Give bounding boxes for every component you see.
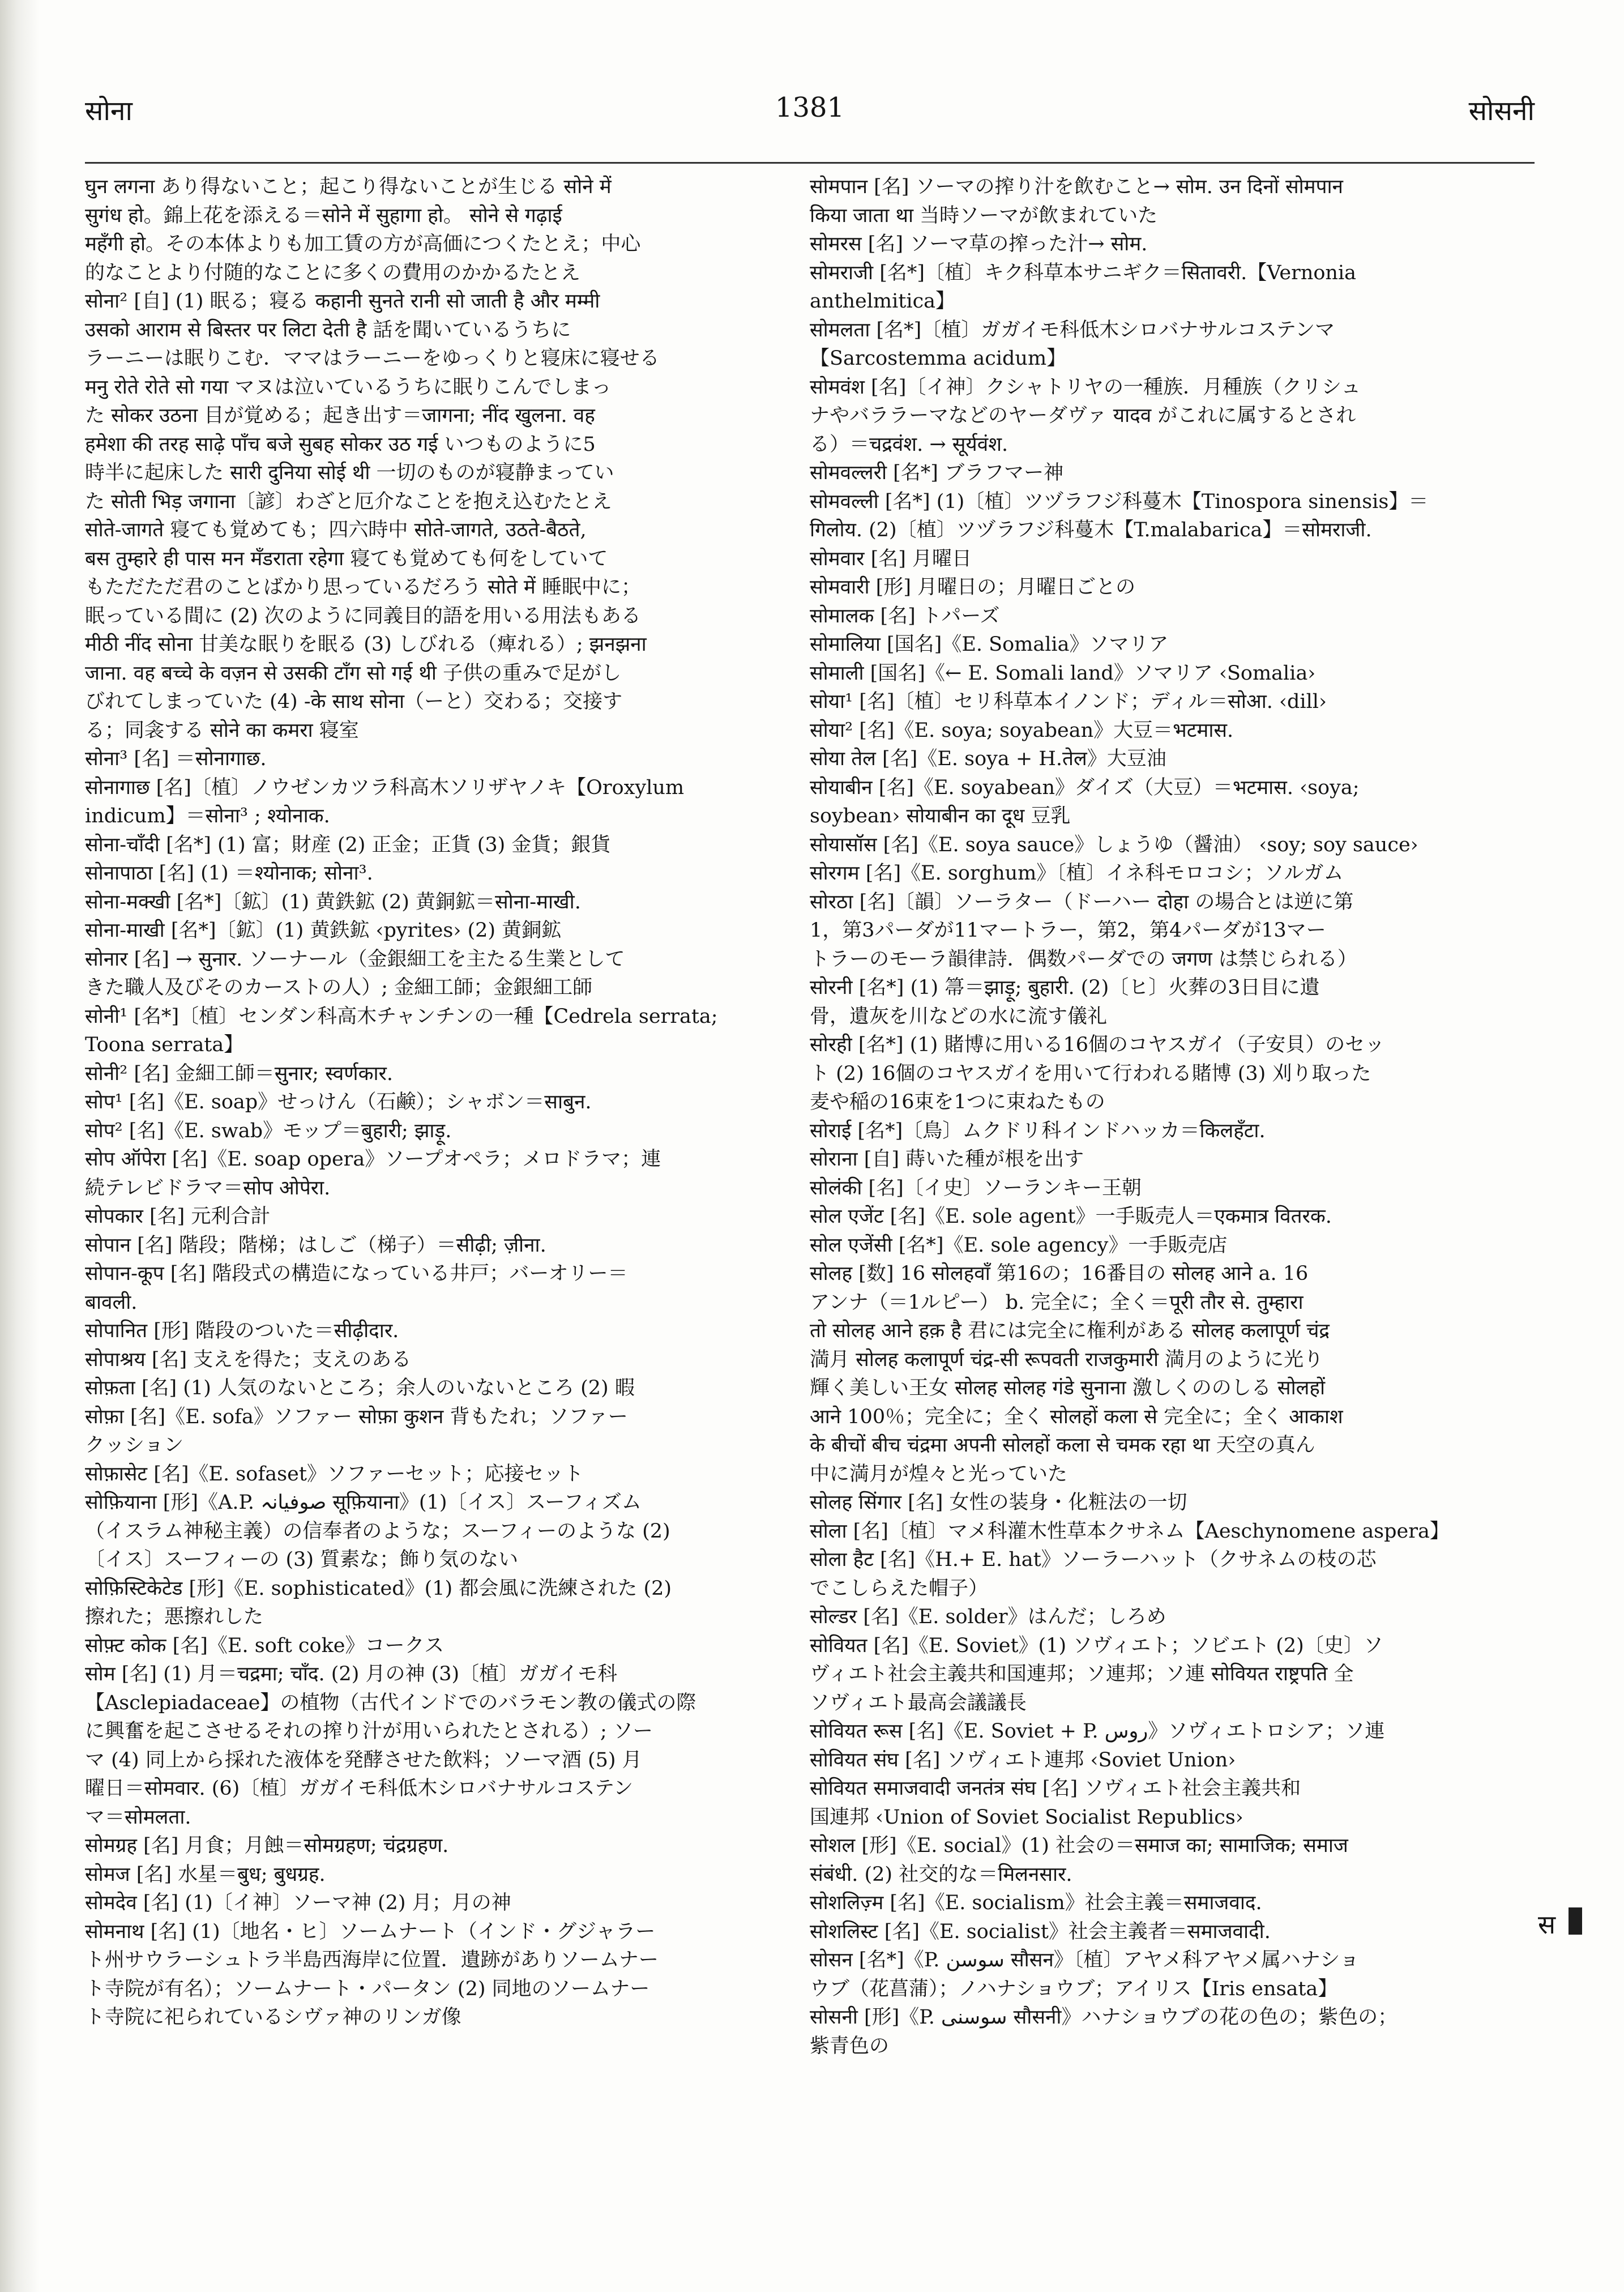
entry-line: सोफ़ियाना [形]《A.P. صوفیانہ सूफ़ियाना》(1)〔イス〕スーフィズム bbox=[85, 1491, 642, 1514]
entry-line: Toona serrata】 bbox=[85, 1034, 244, 1056]
entry-line: सोवियत समाजवादी जनतंत्र संघ [名] ソヴィエト社会主義共和 bbox=[810, 1777, 1301, 1800]
entry-line: सोवियत संघ [名] ソヴィエト連邦 ‹Soviet Union› bbox=[810, 1748, 1236, 1772]
entry-line: indicum】＝सोना³ ; श्योनाक. bbox=[85, 805, 330, 827]
entry-line: सोमवल्ली [名*] (1)〔植〕ツヅラフジ科蔓木【Tinospora sinensis】＝ bbox=[810, 490, 1429, 513]
entry-line: マ＝सोमलता. bbox=[85, 1806, 191, 1829]
entry-line: सोमालक [名] トパーズ bbox=[810, 604, 1000, 628]
entry-line: た सोकर उठना 目が覚める；起き出す＝जागना; नींद खुलना. वह bbox=[85, 404, 595, 427]
entry-line: सोलह सिंगार [名] 女性の装身・化粧法の一切 bbox=[810, 1491, 1187, 1514]
entry-line: ト州サウラーシュトラ半島西海岸に位置．遺跡がありソームナー bbox=[85, 1949, 659, 1971]
entry-line: soybean› सोयाबीन का दूध 豆乳 bbox=[810, 805, 1071, 827]
entry-line: सोमाली [国名]《← E. Somali land》ソマリア ‹Somalia› bbox=[810, 661, 1316, 685]
entry-line: 満月 सोलह कलापूर्ण चंद्र-सी रूपवती राजकुमारी 満月のように光り bbox=[810, 1348, 1324, 1371]
entry-line: 【Asclepiadaceae】の植物（古代インドでのバラモン教の儀式の際 bbox=[85, 1691, 696, 1714]
entry-line: ウブ（花菖蒲）；ノハナショウブ；アイリス【Iris ensata】 bbox=[810, 1977, 1338, 2000]
right-column bbox=[810, 173, 1512, 2212]
entry-line: 時半に起床した सारी दुनिया सोई थी 一切のものが寝静まってい bbox=[85, 462, 614, 484]
entry-line: सोफ़ा [名]《E. sofa》ソファー सोफ़ा कुशन 背もたれ；ソファー bbox=[85, 1405, 628, 1428]
entry-line: सोराना [自] 蒔いた種が根を出す bbox=[810, 1148, 1084, 1171]
entry-line: सोमवल्लरी [名*] ブラフマー神 bbox=[810, 462, 1064, 484]
entry-line: 1，第3パーダが11マートラー，第2，第4パーダが13マー bbox=[810, 919, 1326, 942]
entry-line: सोयाबीन [名]《E. soyabean》ダイズ（大豆）＝भटमास. ‹soya; bbox=[810, 776, 1360, 799]
entry-line: सोया² [名]《E. soya; soyabean》大豆＝भटमास. bbox=[810, 719, 1234, 742]
page-header bbox=[85, 85, 1535, 130]
entry-line: मीठी नींद सोना 甘美な眠りを眠る (3) しびれる（痺れる）; झनझना bbox=[85, 633, 647, 656]
entry-line: सोनार [名] → सुनार. ソーナール（金銀細工を主たる生業として bbox=[85, 947, 625, 971]
entry-line: संबंधी. (2) 社交的な＝मिलनसार. bbox=[810, 1863, 1072, 1886]
entry-line: सोफ़िस्टिकेटेड [形]《E. sophisticated》(1) 都会風に洗練された (2) bbox=[85, 1577, 672, 1600]
entry-line: सोशलिस्ट [名]《E. socialist》社会主義者＝समाजवादी. bbox=[810, 1920, 1271, 1943]
entry-line: きた職人及びそのカーストの人）; 金細工師；金銀細工師 bbox=[85, 976, 593, 999]
entry-line: सोते-जागते 寝ても覚めても；四六時中 सोते-जागते, उठते-बैठते, bbox=[85, 519, 587, 541]
entry-line: सोनी² [名] 金細工師＝सुनार; स्वर्णकार. bbox=[85, 1062, 393, 1085]
entry-line: सोल एजेंसी [名*]《E. sole agency》一手販売店 bbox=[810, 1234, 1228, 1257]
entry-line: 紫青色の bbox=[810, 2034, 890, 2058]
entry-line: गिलोय. (2)〔植〕ツヅラフジ科蔓木【T.malabarica】＝सोमराजी. bbox=[810, 519, 1372, 541]
entry-line: सोना³ [名] ＝सोनागाछ. bbox=[85, 748, 267, 770]
entry-line: सोरठा [名]〔韻〕ソーラター（ドーハー दोहा の場合とは逆に第 bbox=[810, 890, 1354, 914]
entry-line: सोमग्रह [名] 月食；月蝕＝सोमग्रहण; चंद्रग्रहण. bbox=[85, 1834, 449, 1857]
entry-line: सोया तेल [名]《E. soya + H.तेल》大豆油 bbox=[810, 748, 1166, 770]
entry-line: के बीचों बीच चंद्रमा अपनी सोलहों कला से चमक रहा था 天空の真ん bbox=[810, 1434, 1315, 1457]
entry-line: सोला हैट [名]《H.+ E. hat》ソーラーハット（クサネムの枝の芯 bbox=[810, 1548, 1377, 1571]
entry-line: सोमपान [名] ソーマの搾り汁を飲むこと→ सोम. उन दिनों सोमपान bbox=[810, 176, 1343, 198]
entry-line: सोमालिया [国名]《E. Somalia》ソマリア bbox=[810, 633, 1169, 656]
entry-line: सोफ़ासेट [名]《E. sofaset》ソファーセット；応接セット bbox=[85, 1462, 584, 1486]
entry-line: る；同衾する सोने का कमरा 寝室 bbox=[85, 719, 359, 742]
entry-line: सोफ़ता [名] (1) 人気のないところ；余人のいないところ (2) 暇 bbox=[85, 1377, 635, 1399]
entry-line: 骨，遺灰を川などの水に流す儀礼 bbox=[810, 1005, 1108, 1028]
entry-line: सोपानित [形] 階段のついた＝सीढ़ीदार. bbox=[85, 1320, 399, 1342]
entry-line: सोशलिज़्म [名]《E. socialism》社会主義＝समाजवाद. bbox=[810, 1892, 1262, 1914]
entry-line: सोपाश्रय [名] 支えを得た；支えのある bbox=[85, 1348, 412, 1371]
entry-line: सोल एजेंट [名]《E. sole agent》一手販売人＝एकमात्र वितरक. bbox=[810, 1205, 1332, 1228]
entry-line: 中に満月が煌々と光っていた bbox=[810, 1462, 1068, 1486]
entry-line: सोमदेव [名] (1)〔イ神〕ソーマ神 (2) 月；月の神 bbox=[85, 1892, 511, 1914]
header-right-word: सोसनी bbox=[1468, 95, 1535, 127]
entry-line: सोराई [名*]〔鳥〕ムクドリ科インドハッカ＝किलहँटा. bbox=[810, 1119, 1266, 1142]
thumb-index-letter: स bbox=[1538, 1909, 1556, 1940]
entry-line: 曜日＝सोमवार. (6)〔植〕ガガイモ科低木シロバナサルコステン bbox=[85, 1777, 634, 1800]
entry-line: सोपान-कूप [名] 階段式の構造になっている井戸；バーオリー＝ bbox=[85, 1262, 628, 1285]
entry-line: सोयासॉस [名]《E. soya sauce》しょうゆ（醤油） ‹soy; soy sauce› bbox=[810, 833, 1418, 856]
entry-line: सोना-माखी [名*]〔鉱〕(1) 黄鉄鉱 ‹pyrites› (2) 黄銅鉱 bbox=[85, 919, 562, 942]
header-left-word: सोना bbox=[85, 95, 133, 127]
entry-line: ト (2) 16個のコヤスガイを用いて行われる賭博 (3) 刈り取った bbox=[810, 1062, 1371, 1085]
entry-line: आने 100％；完全に；全く सोलहों कला से 完全に；全く आकाश bbox=[810, 1405, 1343, 1428]
entry-line: （イスラム神秘主義）の信奉者のような；スーフィーのような (2) bbox=[85, 1520, 670, 1543]
entry-line: 〔イス〕スーフィーの (3) 質素な；飾り気のない bbox=[85, 1548, 519, 1571]
entry-line: anthelmitica】 bbox=[810, 290, 956, 313]
entry-line: तो सोलह आने हक़ है 君には完全に権利がある सोलह कलापूर्ण चंद्र bbox=[810, 1320, 1330, 1342]
entry-line: सोना-चाँदी [名*] (1) 富；財産 (2) 正金；正貨 (3) 金貨；銀貨 bbox=[85, 833, 611, 856]
page-number: 1381 bbox=[775, 92, 845, 123]
left-column bbox=[85, 173, 787, 2212]
entry-line: 麦や稲の16束を1つに束ねたもの bbox=[810, 1091, 1105, 1113]
entry-line: सोरनी [名*] (1) 箒＝झाड़ू; बुहारी. (2)〔ヒ〕火葬の3日目に遺 bbox=[810, 976, 1320, 999]
entry-line: बस तुम्हारे ही पास मन मँडराता रहेगा 寝ても覚めても何をしていて bbox=[85, 547, 608, 570]
entry-line: 的なことより付随的なことに多くの費用のかかるたとえ bbox=[85, 261, 581, 284]
entry-line: सोमवंश [名]〔イ神〕クシャトリヤの一種族．月種族（クリシュ bbox=[810, 375, 1361, 399]
entry-line: 続テレビドラマ＝सोप ओपेरा. bbox=[85, 1176, 331, 1200]
entry-line: जाना. वह बच्चे के वज़न से उसकी टाँग सो गई थी 子供の重みで足がし bbox=[85, 661, 622, 685]
entry-line: सोमवारी [形] 月曜日の；月曜日ごとの bbox=[810, 576, 1136, 599]
entry-line: 擦れた；悪擦れした bbox=[85, 1606, 264, 1628]
entry-line: た सोती भिड़ जगाना〔諺〕わざと厄介なことを抱え込むたとえ bbox=[85, 490, 612, 513]
entry-line: सोरगम [名]《E. sorghum》〔植〕イネ科モロコシ；ソルガム bbox=[810, 862, 1344, 885]
entry-line: महँगी हो。その本体よりも加工賃の方が高価につくたとえ；中心 bbox=[85, 233, 641, 255]
entry-line: सोप ऑपेरा [名]《E. soap opera》ソープオペラ；メロドラマ；連 bbox=[85, 1148, 661, 1171]
entry-line: びれてしまっていた (4) -के साथ सोना（ーと）交わる；交接す bbox=[85, 690, 623, 713]
entry-line: हमेशा की तरह साढ़े पाँच बजे सुबह सोकर उठ गई いつものように5 bbox=[85, 433, 596, 456]
entry-line: सोनी¹ [名*]〔植〕センダン科高木チャンチンの一種【Cedrela serrata; bbox=[85, 1005, 718, 1028]
entry-line: सोलह [数] 16 सोलहवाँ 第16の；16番目の सोलह आने a. 16 bbox=[810, 1262, 1309, 1285]
entry-line: सोमज [名] 水星＝बुध; बुधग्रह. bbox=[85, 1863, 326, 1886]
entry-line: सोया¹ [名]〔植〕セリ科草本イノンド；ディル＝सोआ. ‹dill› bbox=[810, 690, 1327, 713]
entry-line: सोमवार [名] 月曜日 bbox=[810, 547, 972, 570]
header-rule bbox=[85, 162, 1535, 164]
entry-line: सोमराजी [名*]〔植〕キク科草本サニギク＝सितावरी.【Vernonia bbox=[810, 261, 1357, 284]
entry-line: सोसन [名*]《P. سوسن सौसन》〔植〕アヤメ科アヤメ属ハナショ bbox=[810, 1949, 1360, 1971]
entry-line: トラーのモーラ韻律詩．偶数パーダでの जगण は禁じられる） bbox=[810, 947, 1357, 971]
entry-line: 眠っている間に (2) 次のように同義目的語を用いる用法もある bbox=[85, 604, 641, 628]
entry-line: クッション bbox=[85, 1434, 184, 1457]
entry-line: でこしらえた帽子） bbox=[810, 1577, 989, 1600]
entry-line: सोपकार [名] 元利合計 bbox=[85, 1205, 271, 1228]
entry-line: सोनागाछ [名]〔植〕ノウゼンカツラ科高木ソリザヤノキ【Oroxylum bbox=[85, 776, 685, 799]
entry-line: सोनापाठा [名] (1) ＝श्योनाक; सोना³. bbox=[85, 862, 373, 885]
entry-line: 輝く美しい王女 सोलह सोलह गंडे सुनाना 激しくののしる सोलहों bbox=[810, 1377, 1326, 1399]
entry-line: ソヴィエト最高会議議長 bbox=[810, 1691, 1027, 1714]
entry-line: ト寺院が有名）；ソームナート・パータン (2) 同地のソームナー bbox=[85, 1977, 650, 2000]
entry-line: सुगंध हो。錦上花を添える＝सोने में सुहागा हो。 सोने से गढ़ाई bbox=[85, 204, 562, 227]
entry-line: ヴィエト社会主義共和国連邦；ソ連邦；ソ連 सोवियत राष्ट्रपति 全 bbox=[810, 1663, 1354, 1685]
entry-line: किया जाता था 当時ソーマが飲まれていた bbox=[810, 204, 1158, 227]
entry-line: सोना-मक्खी [名*]〔鉱〕(1) 黄鉄鉱 (2) 黄銅鉱＝सोना-माखी. bbox=[85, 890, 581, 914]
entry-line: 【Sarcostemma acidum】 bbox=[810, 347, 1067, 370]
entry-line: 国連邦 ‹Union of Soviet Socialist Republics› bbox=[810, 1806, 1243, 1829]
entry-line: सोल्डर [名]《E. solder》はんだ；しろめ bbox=[810, 1606, 1166, 1628]
entry-line: सोना² [自] (1) 眠る；寝る कहानी सुनते रानी सो जाती है और मम्मी bbox=[85, 290, 600, 313]
page-edge-shadow bbox=[0, 0, 40, 2292]
entry-line: सोमरस [名] ソーマ草の搾った汁→ सोम. bbox=[810, 233, 1148, 255]
entry-line: सोरही [名*] (1) 賭博に用いる16個のコヤスガイ（子安貝）のセッ bbox=[810, 1034, 1385, 1056]
entry-line: सोशल [形]《E. social》(1) 社会の＝समाज का; सामाजिक; समाज bbox=[810, 1834, 1348, 1857]
entry-line: る）＝चद्रवंश. → सूर्यवंश. bbox=[810, 433, 1008, 456]
entry-line: सोप¹ [名]《E. soap》せっけん（石鹸）；シャボン＝साबुन. bbox=[85, 1091, 592, 1113]
entry-line: に興奮を起こさせるそれの搾り汁が用いられたとされる）; ソー bbox=[85, 1720, 653, 1743]
entry-line: सोवियत [名]《E. Soviet》(1) ソヴィエト；ソビエト (2)〔史〕ソ bbox=[810, 1634, 1383, 1657]
entry-line: मनु रोते रोते सो गया マヌは泣いているうちに眠りこんでしまっ bbox=[85, 375, 612, 399]
entry-line: बावली. bbox=[85, 1291, 138, 1314]
entry-line: उसको आराम से बिस्तर पर लिटा देती है 話を聞いているうちに bbox=[85, 318, 571, 342]
entry-line: सोला [名]〔植〕マメ科灌木性草本クサネム【Aeschynomene aspera】 bbox=[810, 1520, 1450, 1543]
entry-line: घुन लगना あり得ないこと；起こり得ないことが生じる सोने में bbox=[85, 176, 612, 198]
entry-line: सोम [名] (1) 月＝चद्रमा; चाँद. (2) 月の神 (3)〔植〕ガガイモ科 bbox=[85, 1663, 618, 1685]
thumb-index-marker bbox=[1569, 1907, 1582, 1935]
entry-line: マ (4) 同上から採れた液体を発酵させた飲料；ソーマ酒 (5) 月 bbox=[85, 1748, 642, 1772]
entry-line: सोसनी [形]《P. سوسنی सौसनी》ハナショウブの花の色の；紫色の； bbox=[810, 2006, 1398, 2029]
entry-line: सोपान [名] 階段；階梯；はしご（梯子）＝सीढ़ी; ज़ीना. bbox=[85, 1234, 546, 1257]
entry-line: सोमनाथ [名] (1)〔地名・ヒ〕ソームナート（インド・グジャラー bbox=[85, 1920, 656, 1943]
entry-line: ラーニーは眠りこむ．ママはラーニーをゆっくりと寝床に寝せる bbox=[85, 347, 660, 370]
entry-line: सोफ़्ट कोक [名]《E. soft coke》コークス bbox=[85, 1634, 445, 1657]
entry-line: सोलंकी [名]〔イ史〕ソーランキー王朝 bbox=[810, 1176, 1142, 1200]
entry-line: सोप² [名]《E. swab》モップ＝बुहारी; झाड़ू. bbox=[85, 1119, 452, 1142]
entry-line: सोमलता [名*]〔植〕ガガイモ科低木シロバナサルコステンマ bbox=[810, 318, 1335, 342]
entry-line: ナやバララーマなどのヤーダヴァ यादव がこれに属するとされ bbox=[810, 404, 1356, 427]
entry-line: アンナ（＝1ルピー） b. 完全に；全く＝पूरी तौर से. तुम्हारा bbox=[810, 1291, 1304, 1314]
entry-line: ト寺院に祀られているシヴァ神のリンガ像 bbox=[85, 2006, 461, 2029]
entry-line: सोवियत रूस [名]《E. Soviet + P. روس》ソヴィエトロシア；ソ連 bbox=[810, 1720, 1385, 1743]
entry-line: もただただ君のことばかり思っているだろう सोते में 睡眠中に； bbox=[85, 576, 641, 599]
thumb-index-tab bbox=[1538, 1902, 1585, 1941]
